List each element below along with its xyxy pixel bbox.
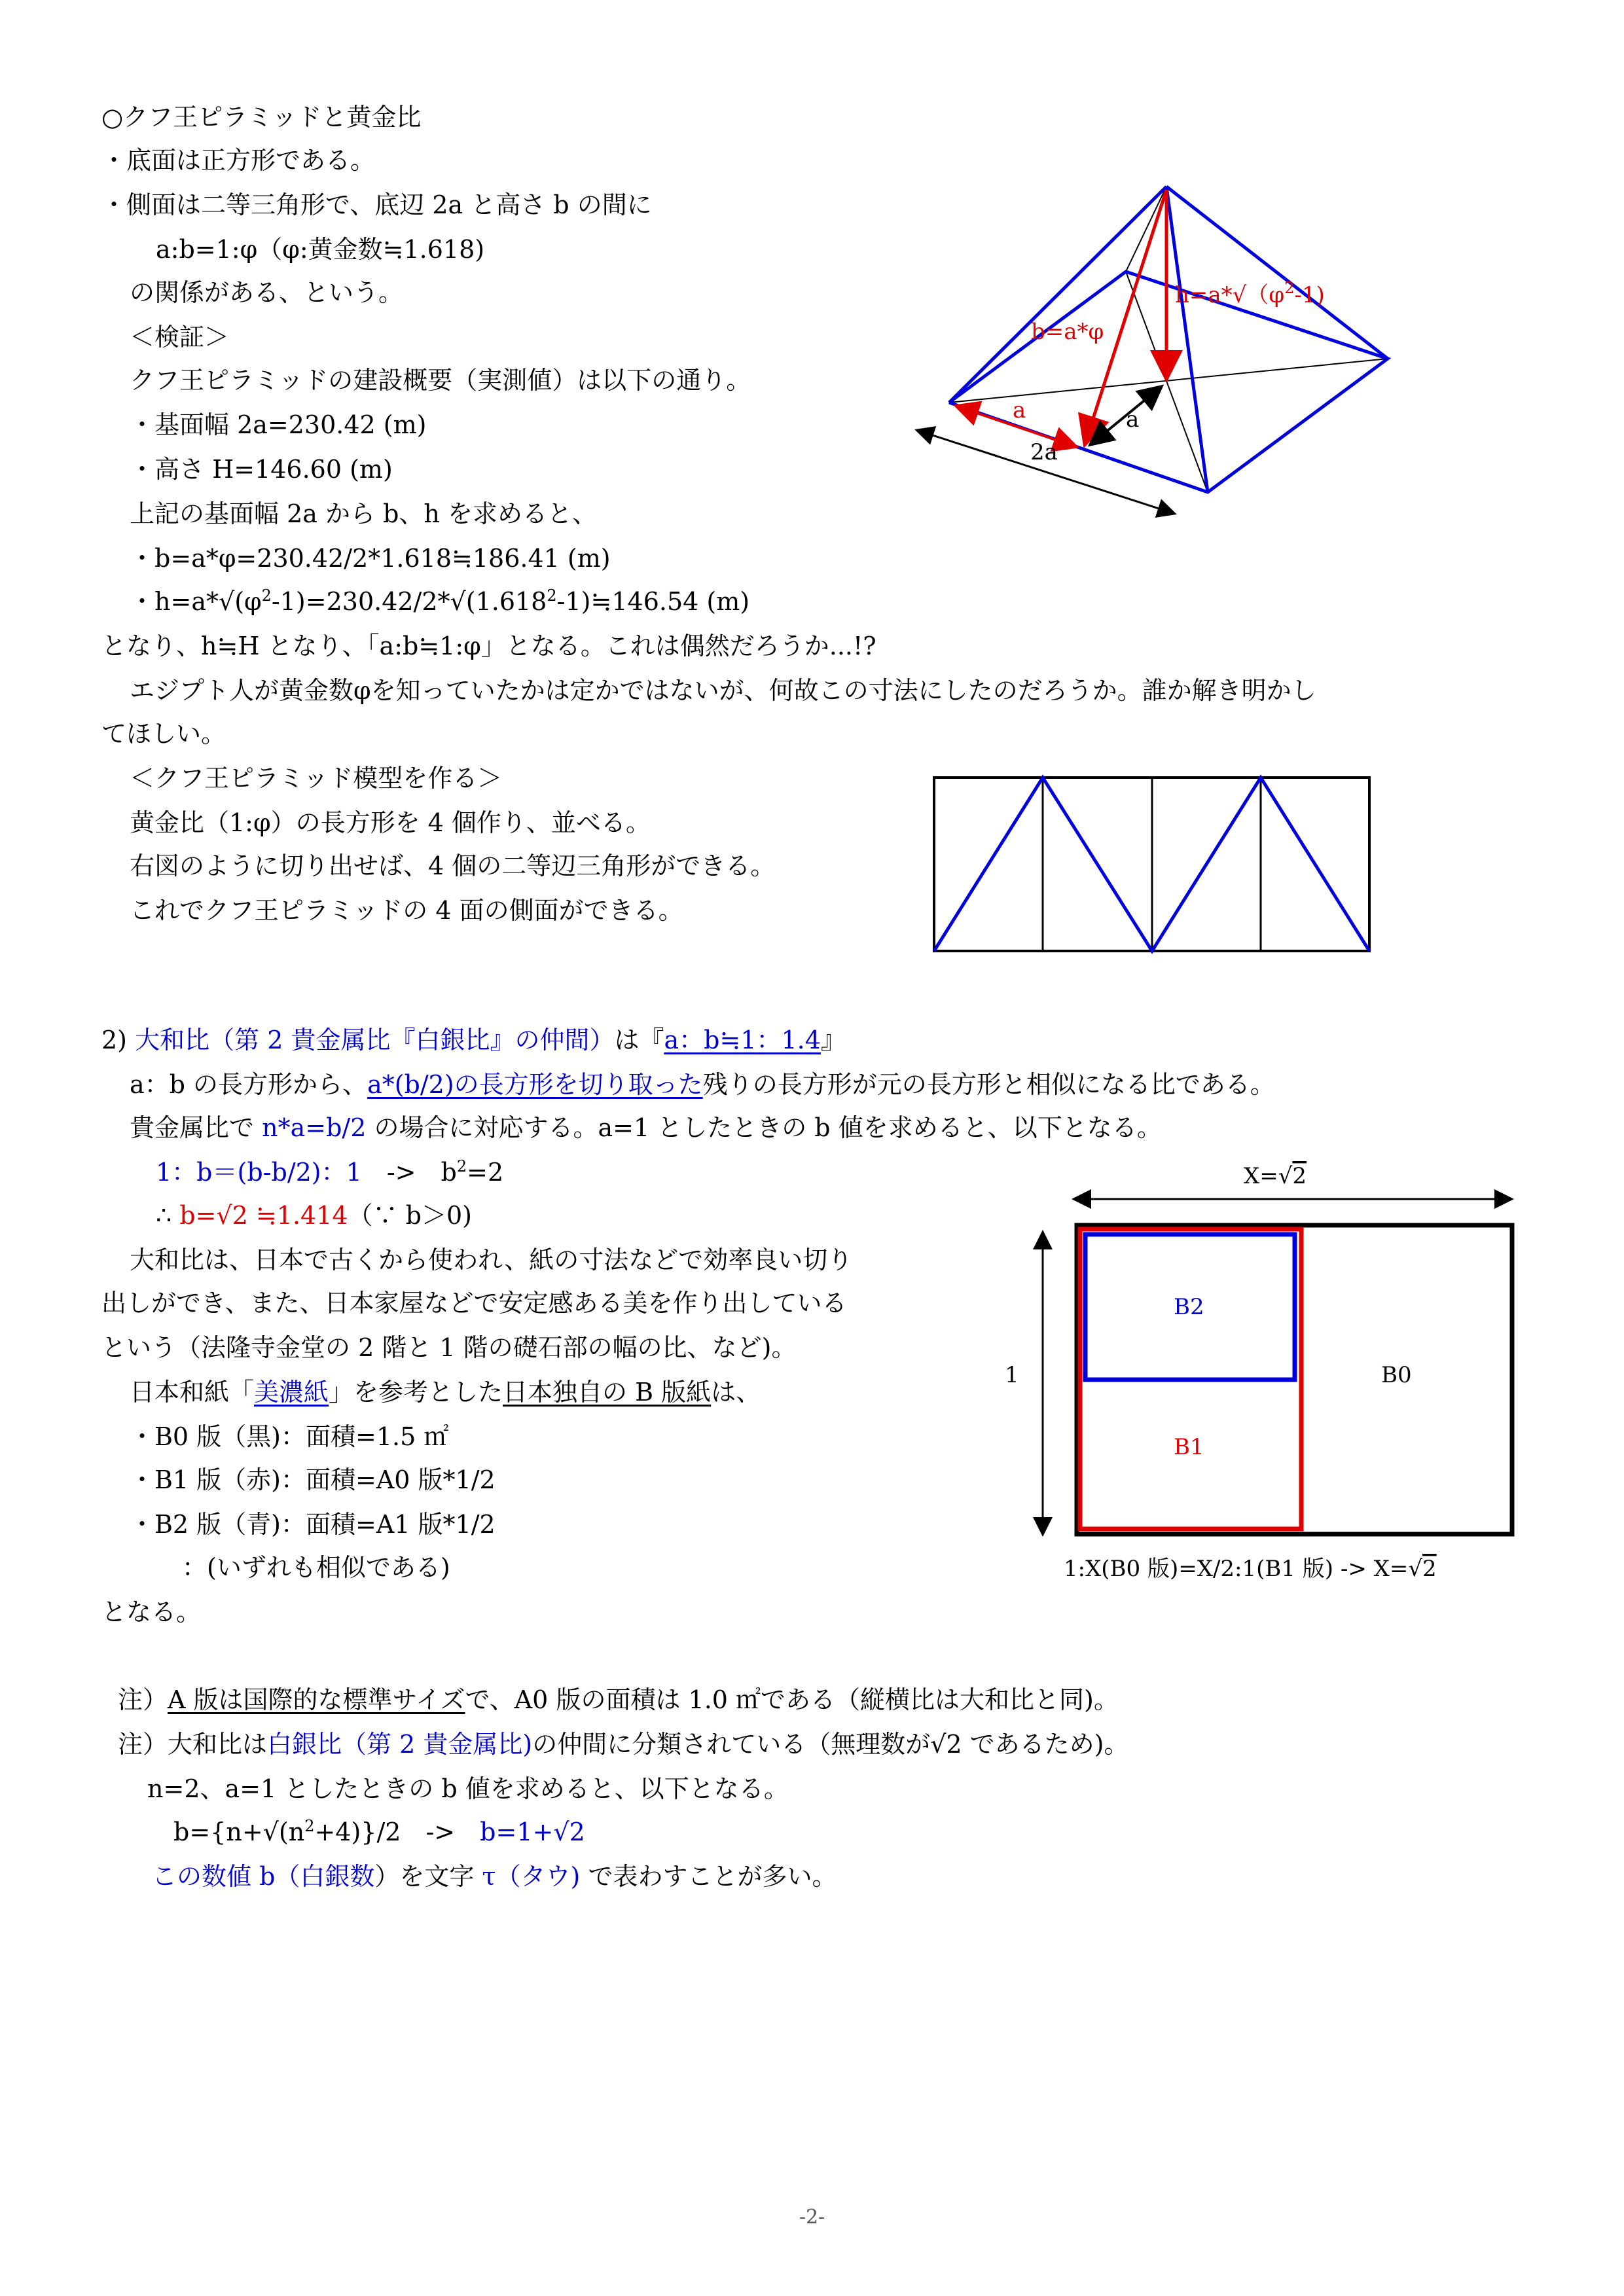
pyramid-bullet-side-face: ・側面は二等三角形で、底辺 2a と高さ b の間に [101, 190, 652, 219]
base-width-line: ・基面幅 2a=230.42 (m) [130, 410, 427, 439]
one-label: 1 [1005, 1362, 1019, 1388]
model-line-2: 右図のように切り出せば、4 個の二等辺三角形ができる。 [130, 852, 776, 880]
result-line: となり、h≒H となり、「a:b≒1:φ」となる。これは偶然だろうか...!? [101, 632, 876, 660]
egypt-line-1: エジプト人が黄金数φを知っていたかは定かではないが、何故この寸法にしたのだろうか。誰か解き明かし [130, 676, 1316, 705]
compute-line: 上記の基面幅 2a から b、h を求めると、 [130, 499, 597, 528]
note-3: n=2、a=1 としたときの b 値を求めると、以下となる。 [147, 1774, 789, 1803]
x-label: X=√2 [1244, 1163, 1307, 1189]
pyramid-model-diagram [929, 772, 1375, 956]
model-line-1: 黄金比（1:φ）の長方形を 4 個作り、並べる。 [130, 808, 651, 837]
paper-line: 日本和紙「美濃紙」を参考とした日本独自の B 版紙は、 [130, 1378, 761, 1407]
note-4: $b=\{n+√(n^2+4)\}/2$ -> b=1+√2 [173, 1817, 585, 1846]
page-number: -2- [799, 2206, 825, 2229]
egypt-line-2: てほしい。 [101, 719, 226, 748]
back-diagonal-line [949, 359, 1388, 403]
pyramid-edge-front [1166, 187, 1208, 492]
paper-size-diagram [982, 1152, 1532, 1597]
pyramid-ratio-line: a:b=1:φ（φ:黄金数≒1.618) [156, 235, 485, 264]
verify-heading: ＜検証＞ [130, 323, 230, 351]
yamato-line-2: 貴金属比で n*a=b/2 の場合に対応する。a=1 としたときの b 値を求めると、以下となる。 [130, 1113, 1162, 1142]
b0-label: B0 [1381, 1362, 1412, 1388]
pyramid-diagram [903, 170, 1414, 537]
yamato-title: 2) 大和比（第 2 貴金属比『白銀比』の仲間）は『a：b≒1：1.4』 [101, 1026, 846, 1054]
yamato-eq-2: ∴ b=√2 ≒1.414（∵ b＞0) [156, 1201, 472, 1230]
note-1: 注）A 版は国際的な標準サイズで、A0 版の面積は 1.0 ㎡である（縦横比は大和比と同)。 [118, 1685, 1119, 1714]
label-a-red: a [1013, 397, 1026, 423]
label-h: $h=a*√(\varphi^2-1)$ [1175, 279, 1325, 308]
inner-edge-line [1126, 187, 1166, 272]
label-a-black: a [1126, 406, 1140, 433]
b-calc-line: ・b=a*φ=230.42/2*1.618≒186.41 (m) [130, 544, 611, 573]
pyramid-bullet-square-base: ・底面は正方形である。 [101, 146, 376, 175]
pyramid-edge-right [1166, 187, 1388, 359]
yamato-desc-1: 大和比は、日本で古くから使われ、紙の寸法などで効率良い切り [130, 1246, 853, 1274]
yamato-line-1: a：b の長方形から、a*(b/2)の長方形を切り取った残りの長方形が元の長方形と相似になる比である。 [130, 1070, 1275, 1099]
similar-line: ：(いずれも相似である) [182, 1553, 450, 1582]
overview-line: クフ王ピラミッドの建設概要（実測値）は以下の通り。 [130, 366, 751, 395]
b2-label: B2 [1174, 1294, 1204, 1320]
paper-caption: 1:X(B0 版)=X/2:1(B1 版) -> X=√2 [1064, 1556, 1437, 1582]
b2-line: ・B2 版（青)：面積=A1 版*1/2 [130, 1510, 496, 1539]
yamato-eq-1: 1：b＝(b-b/2)：1 -> $b^2=2$ [156, 1157, 504, 1187]
label-b: b=a*φ [1031, 319, 1104, 345]
b1-line: ・B1 版（赤)：面積=A0 版*1/2 [130, 1465, 496, 1494]
yamato-desc-3: という（法隆寺金堂の 2 階と 1 階の礎石部の幅の比、など)。 [101, 1333, 797, 1362]
model-line-3: これでクフ王ピラミッドの 4 面の側面ができる。 [130, 896, 683, 925]
b1-label: B1 [1174, 1434, 1204, 1460]
yamato-end-line: となる。 [101, 1598, 202, 1626]
note-2: 注）大和比は白銀比（第 2 貴金属比)の仲間に分類されている（無理数が√2 であるため)。 [118, 1730, 1129, 1759]
h-calc-line: ・$h=a*√(\varphi^2-1)=230.42/2*√(1.618^2-1)≒146.54$ (m) [130, 586, 750, 616]
height-line: ・高さ H=146.60 (m) [130, 455, 393, 484]
label-2a: 2a [1030, 439, 1058, 465]
pyramid-title: ○クフ王ピラミッドと黄金比 [101, 103, 422, 132]
model-heading: ＜クフ王ピラミッド模型を作る＞ [130, 764, 503, 793]
note-5: この数値 b（白銀数）を文字 τ（タウ) で表わすことが多い。 [152, 1862, 837, 1891]
pyramid-relation-line: の関係がある、という。 [130, 278, 404, 307]
yamato-desc-2: 出しができ、また、日本家屋などで安定感ある美を作り出している [101, 1289, 847, 1318]
b0-line: ・B0 版（黒)：面積=1.5 ㎡ [130, 1422, 449, 1451]
